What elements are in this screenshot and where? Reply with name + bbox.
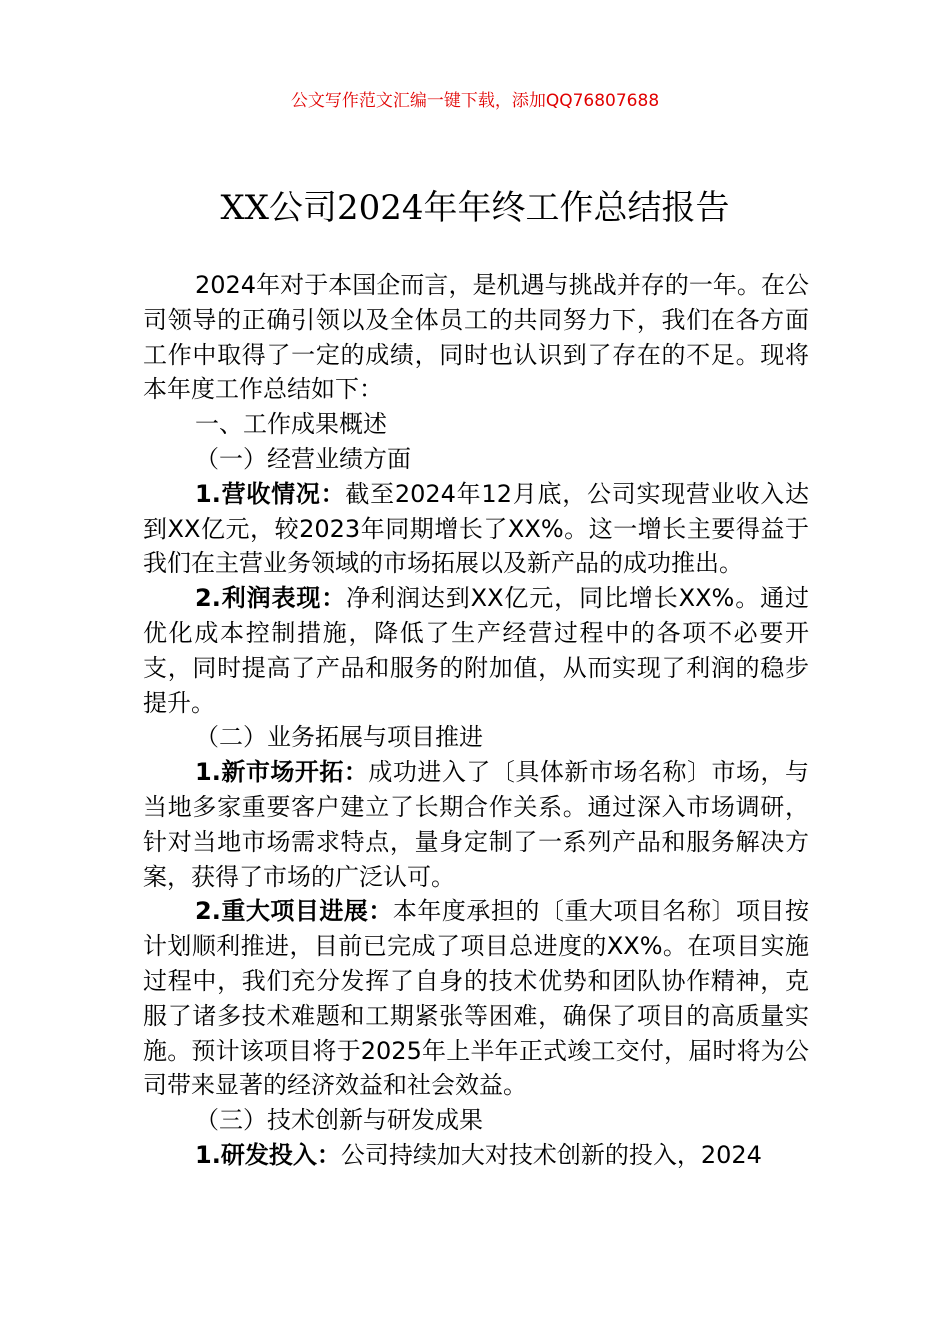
- subsection-3-heading: （三）技术创新与研发成果: [195, 1106, 483, 1135]
- paragraph-text: 截至2024年12月底，公司实现营业收入达到XX亿元，较2023年同期增长了XX%。这一增长主要得益于我们在主营业务领域的市场拓展以及新产品的成功推出。: [143, 479, 809, 578]
- paragraph-lead: 2.重大项目进展：: [195, 897, 393, 926]
- paragraph-text: 本年度承担的〔重大项目名称〕项目按计划顺利推进，目前已完成了项目总进度的XX%。在项目实施过程中，我们充分发挥了自身的技术优势和团队协作精神，克服了诸多技术难题和工期紧张等困难，确保了项目的高质量实施。预计该项目将于2025年上半年正式竣工交付，届时将为公司带来显著的经济效益和社会效益。: [143, 897, 809, 1100]
- header-note: 公文写作范文汇编一键下载，添加QQ76807688: [290, 91, 660, 111]
- paragraph-rd-investment: [143, 1138, 809, 1173]
- paragraph-lead: 1.营收情况：: [195, 479, 346, 508]
- paragraph-revenue: [143, 477, 809, 581]
- paragraph-text: 成功进入了〔具体新市场名称〕市场，与当地多家重要客户建立了长期合作关系。通过深入市场调研，针对当地市场需求特点，量身定制了一系列产品和服务解决方案，获得了市场的广泛认可。: [143, 758, 809, 891]
- subsection-2-heading: （二）业务拓展与项目推进: [195, 723, 483, 752]
- paragraph-text: 净利润达到XX亿元，同比增长XX%。通过优化成本控制措施，降低了生产经营过程中的各项不必要开支，同时提高了产品和服务的附加值，从而实现了利润的稳步提升。: [143, 584, 809, 717]
- document-body: [143, 268, 809, 1173]
- paragraph-profit: [143, 581, 809, 720]
- paragraph-lead: 1.新市场开拓：: [195, 758, 369, 787]
- paragraph-major-project: [143, 894, 809, 1103]
- section-1-heading: 一、工作成果概述: [195, 410, 387, 439]
- intro-paragraph: 2024年对于本国企而言，是机遇与挑战并存的一年。在公司领导的正确引领以及全体员工的共同努力下，我们在各方面工作中取得了一定的成绩，同时也认识到了存在的不足。现将本年度工作总结如下：: [143, 271, 809, 404]
- subsection-1-heading: （一）经营业绩方面: [195, 444, 411, 473]
- document-title: XX公司2024年年终工作总结报告: [220, 188, 730, 228]
- paragraph-new-market: [143, 755, 809, 894]
- paragraph-lead: 1.研发投入：: [195, 1140, 341, 1169]
- paragraph-lead: 2.利润表现：: [195, 584, 347, 613]
- paragraph-text: 公司持续加大对技术创新的投入，2024: [340, 1140, 762, 1169]
